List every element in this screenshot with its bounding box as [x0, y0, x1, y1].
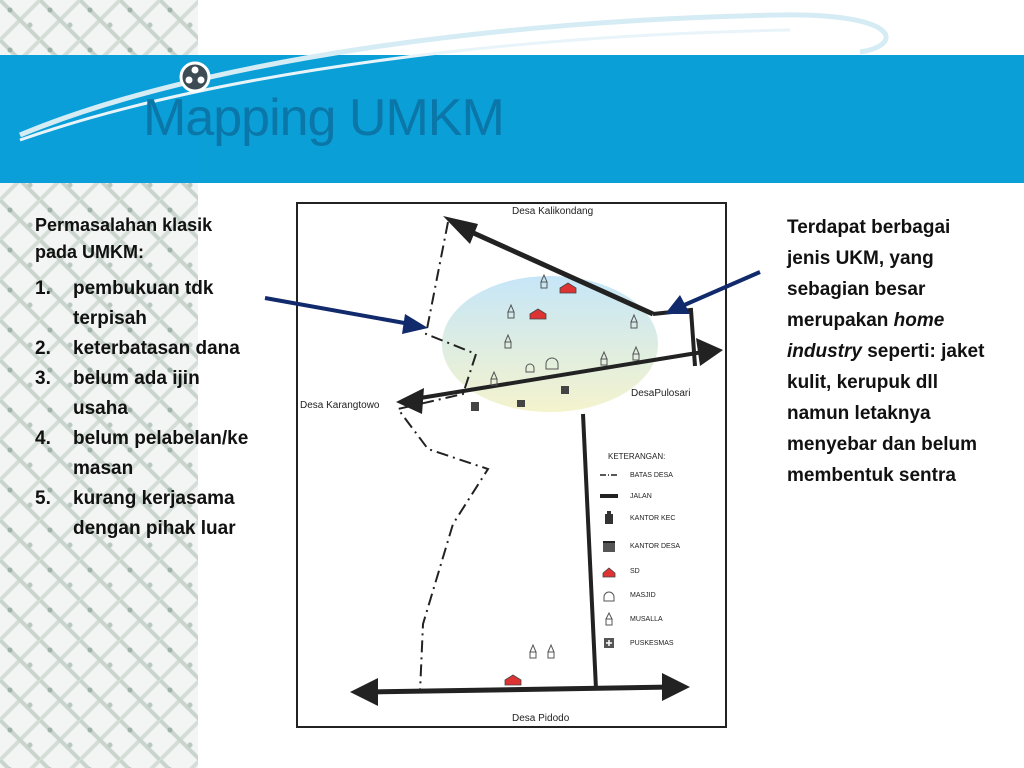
label-west: Desa Karangtowo: [300, 400, 380, 411]
right-pointer-arrow-icon: [665, 272, 760, 314]
label-north: Desa Kalikondang: [512, 206, 594, 217]
legend-item-mosque: MASJID: [598, 588, 656, 602]
left-pointer-arrow-icon: [265, 298, 428, 334]
legend-item-road: JALAN: [598, 489, 652, 503]
legend-item-office: KANTOR KEC: [598, 511, 675, 525]
problems-intro: Permasalahan klasik pada UMKM:: [35, 215, 213, 262]
legend-item-village-office: KANTOR DESA: [598, 539, 680, 553]
legend-item-school: SD: [598, 564, 640, 578]
legend-title: KETERANGAN:: [608, 452, 666, 461]
legend-item-clinic: PUSKESMAS: [598, 636, 674, 650]
list-item: 1. pembukuan tdk terpisah: [35, 278, 214, 329]
label-east: DesaPulosari: [631, 388, 691, 399]
list-item: 5. kurang kerjasama dengan pihak luar: [35, 488, 236, 539]
home-industry-emphasis: home industry: [787, 310, 945, 362]
list-item: 4. belum pelabelan/kemasan: [35, 428, 249, 479]
legend-item-boundary: BATAS DESA: [598, 468, 673, 482]
label-south: Desa Pidodo: [512, 713, 570, 724]
description-panel: Terdapat berbagai jenis UKM, yang sebagian besar merupakan home industry seperti: jaket kulit, kerupuk dll namun letaknya menyebar dan belum membentuk sentra: [787, 217, 985, 486]
list-item: 3. belum ada ijin usaha: [35, 368, 200, 419]
legend-item-musalla: MUSALLA: [598, 612, 663, 626]
list-item: 2. keterbatasan dana: [35, 338, 240, 359]
page-title: Mapping UMKM: [143, 89, 504, 147]
